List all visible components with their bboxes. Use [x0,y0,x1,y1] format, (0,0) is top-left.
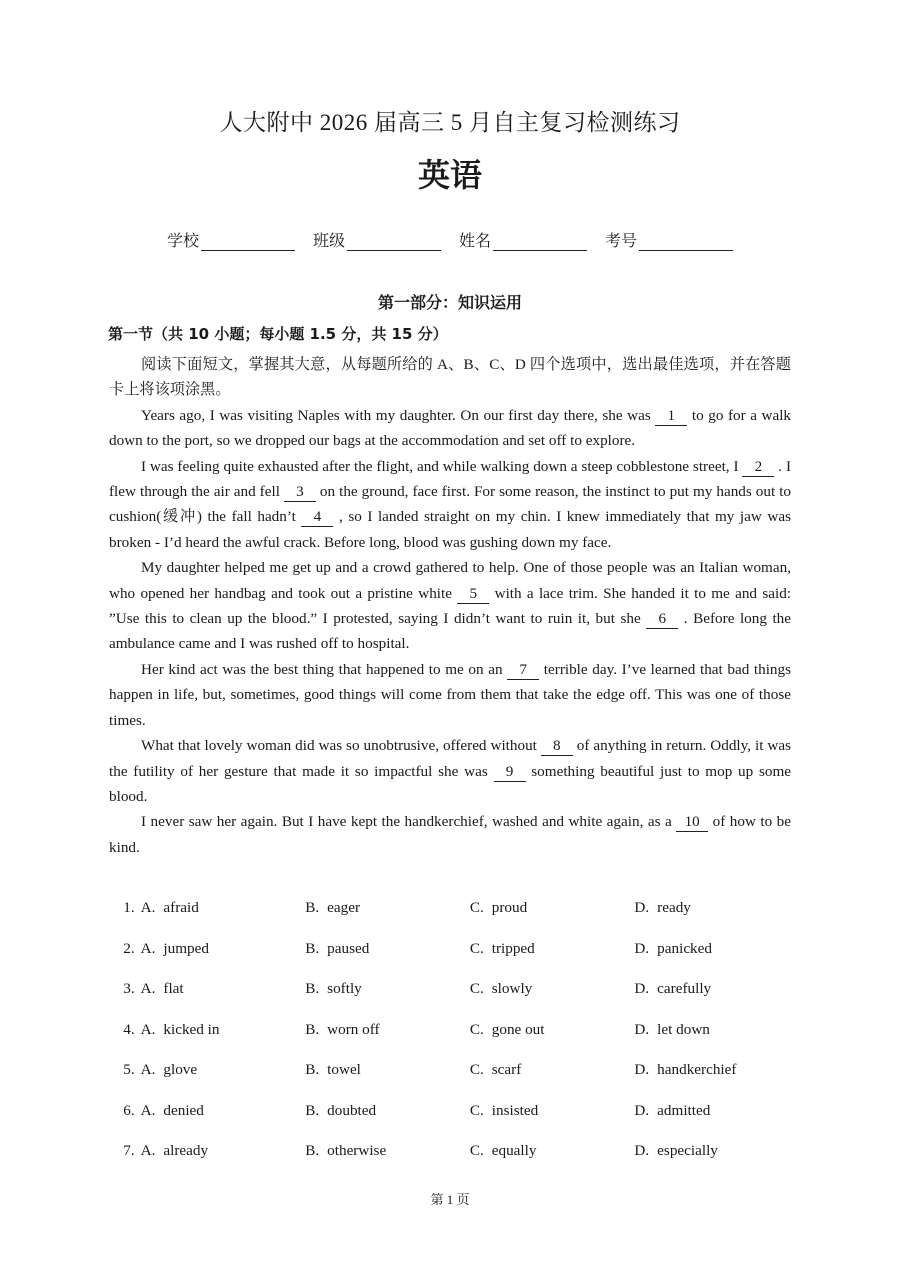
blank-5: 5 [457,584,489,604]
class-blank [347,232,441,251]
question-row [109,888,799,929]
answer-option [141,1102,306,1120]
answer-option [634,899,799,917]
answer-option [470,1142,635,1160]
question-row [109,1091,799,1132]
answer-option [470,980,635,998]
answer-option [634,1021,799,1039]
passage-content [109,352,791,860]
option-letter: C. [469,899,484,917]
question-number: 7. [123,1142,135,1160]
option-letter: D. [634,939,650,957]
exam-number-label: 考号 [605,233,638,250]
option-letter: D. [634,1061,650,1079]
option-text: already [163,1142,209,1160]
answer-option [470,1102,635,1120]
option-letter: A. [140,1101,156,1119]
answer-option [141,1021,306,1039]
option-text: scarf [491,1061,522,1079]
school-blank [201,232,295,251]
question-row [109,969,799,1010]
option-text: glove [163,1061,198,1079]
answer-option [634,1142,799,1160]
option-text: handkerchief [657,1061,737,1079]
answer-option [305,940,470,958]
answer-option [470,1061,635,1079]
option-letter: C. [469,1020,484,1038]
option-letter: C. [469,1101,484,1119]
option-letter: B. [305,939,320,957]
option-text: otherwise [327,1142,387,1160]
question-row [109,929,799,970]
option-letter: A. [140,980,156,998]
blank-10: 10 [676,812,708,832]
option-letter: B. [305,1061,320,1079]
answer-option [305,1061,470,1079]
option-text: especially [657,1142,718,1160]
blank-1: 1 [655,406,687,426]
answer-option [634,940,799,958]
option-letter: C. [469,980,484,998]
option-letter: B. [305,980,320,998]
option-text: panicked [657,939,712,957]
option-text: slowly [491,980,533,998]
blank-7: 7 [507,660,539,680]
option-letter: D. [634,1142,650,1160]
answer-option [305,980,470,998]
question-number: 1. [123,899,135,917]
question-number: 3. [123,980,135,998]
option-letter: D. [634,899,650,917]
option-text: worn off [327,1020,380,1038]
blank-3: 3 [284,482,316,502]
option-letter: D. [634,1020,650,1038]
option-letter: A. [140,1020,156,1038]
blank-9: 9 [494,762,526,782]
option-text: softly [327,980,362,998]
name-label: 姓名 [459,233,492,250]
option-letter: A. [140,899,156,917]
option-text: let down [657,1020,710,1038]
option-text: kicked in [163,1020,220,1038]
option-text: tripped [491,939,535,957]
option-text: eager [327,899,361,917]
option-text: insisted [491,1101,539,1119]
question-number: 6. [123,1101,135,1119]
option-text: carefully [657,980,712,998]
school-label: 学校 [166,233,199,250]
answer-option [141,1142,306,1160]
exam-title: 人大附中 2026 届高三 5 月自主复习检测练习 [219,110,681,135]
question-number: 5. [123,1061,135,1079]
option-text: denied [163,1101,204,1119]
paragraph-4: Her kind act was the best thing that happened to me on an 7 terrible day. I’ve learned that bad things happen in life, but, sometimes, good things will come from them that take the edge off. This was one of those times. [109,660,792,729]
option-text: paused [327,939,370,957]
option-letter: C. [469,1061,484,1079]
option-letter: C. [469,1142,484,1160]
class-field [313,228,441,251]
option-text: proud [491,899,528,917]
blank-2: 2 [742,457,774,477]
answer-option [305,1142,470,1160]
question-number: 4. [123,1020,135,1038]
answer-option [305,1102,470,1120]
name-field [459,228,587,251]
question-number: 2. [123,939,135,957]
option-text: flat [163,980,184,998]
answer-option [634,980,799,998]
answer-option [141,940,306,958]
option-letter: B. [305,899,320,917]
paragraph-3: My daughter helped me get up and a crowd gathered to help. One of those people was an Italian woman, who opened her handbag and took out a pristine white 5 with a lace trim. She handed it to me and said: ”Use this to clean up the blood.” I protested, saying I didn’t want to ruin it, but she 6 . Before long the ambulance came and I was rushed off to hospital. [109,559,792,653]
option-text: doubted [327,1101,377,1119]
exam-number-field [605,228,733,251]
option-text: admitted [657,1101,711,1119]
student-info-row [0,228,900,251]
paragraph-2: I was feeling quite exhausted after the flight, and while walking down a steep cobblestone street, I 2 . I flew through the air and fell 3 on the ground, face first. For some reason, the instinct to put my hands out to cushion(缓冲) the fall hadn’t 4 , so I landed straight on my chin. I knew immediately that my jaw was broken - I’d heard the awful crack. Before long, blood was gushing down my face. [109,457,792,551]
class-label: 班级 [312,233,345,250]
option-letter: D. [634,1101,650,1119]
option-letter: A. [140,939,156,957]
subject-title: 英语 [417,156,482,194]
question-row [109,1050,799,1091]
instructions: 阅读下面短文，掌握其大意，从每题所给的 A、B、C、D 四个选项中，选出最佳选项，并在答题卡上将该项涂黑。 [109,356,791,399]
section-title: 第一节（共 10 小题；每小题 1.5 分，共 15 分） [108,325,448,343]
answer-option [470,899,635,917]
option-text: towel [327,1061,361,1079]
option-text: jumped [163,939,209,957]
option-letter: B. [305,1020,320,1038]
answer-option [141,899,306,917]
paragraph-1: Years ago, I was visiting Naples with my daughter. On our first day there, she was 1 to go for a walk down to the port, so we dropped our bags at the accommodation and set off to explore. [109,406,792,450]
option-text: ready [657,899,691,917]
answer-option [470,940,635,958]
paragraph-5: What that lovely woman did was so unobtrusive, offered without 8 of anything in return. Oddly, it was the futility of her gesture that made it so impactful she was 9 something beautiful just to mop up some blood. [109,737,792,805]
option-text: gone out [491,1020,545,1038]
blank-8: 8 [541,736,573,756]
answer-option [470,1021,635,1039]
answer-option [141,980,306,998]
answer-option [634,1102,799,1120]
option-letter: D. [634,980,650,998]
part-title: 第一部分：知识运用 [377,293,522,312]
blank-4: 4 [301,507,333,527]
answer-option [141,1061,306,1079]
option-letter: A. [140,1061,156,1079]
paragraph-6: I never saw her again. But I have kept the handkerchief, washed and white again, as a 10 of how to be kind. [109,813,791,856]
page-number: 第 1 页 [430,1192,470,1207]
option-letter: C. [469,939,484,957]
question-options [109,888,799,1172]
option-text: equally [491,1142,537,1160]
option-letter: B. [305,1101,320,1119]
question-row [109,1010,799,1051]
name-blank [493,232,587,251]
option-letter: A. [140,1142,156,1160]
option-text: afraid [163,899,199,917]
answer-option [305,1021,470,1039]
exam-number-blank [639,232,733,251]
question-row [109,1131,799,1172]
option-letter: B. [305,1142,320,1160]
answer-option [305,899,470,917]
answer-option [634,1061,799,1079]
blank-6: 6 [646,609,678,629]
school-field [167,228,295,251]
